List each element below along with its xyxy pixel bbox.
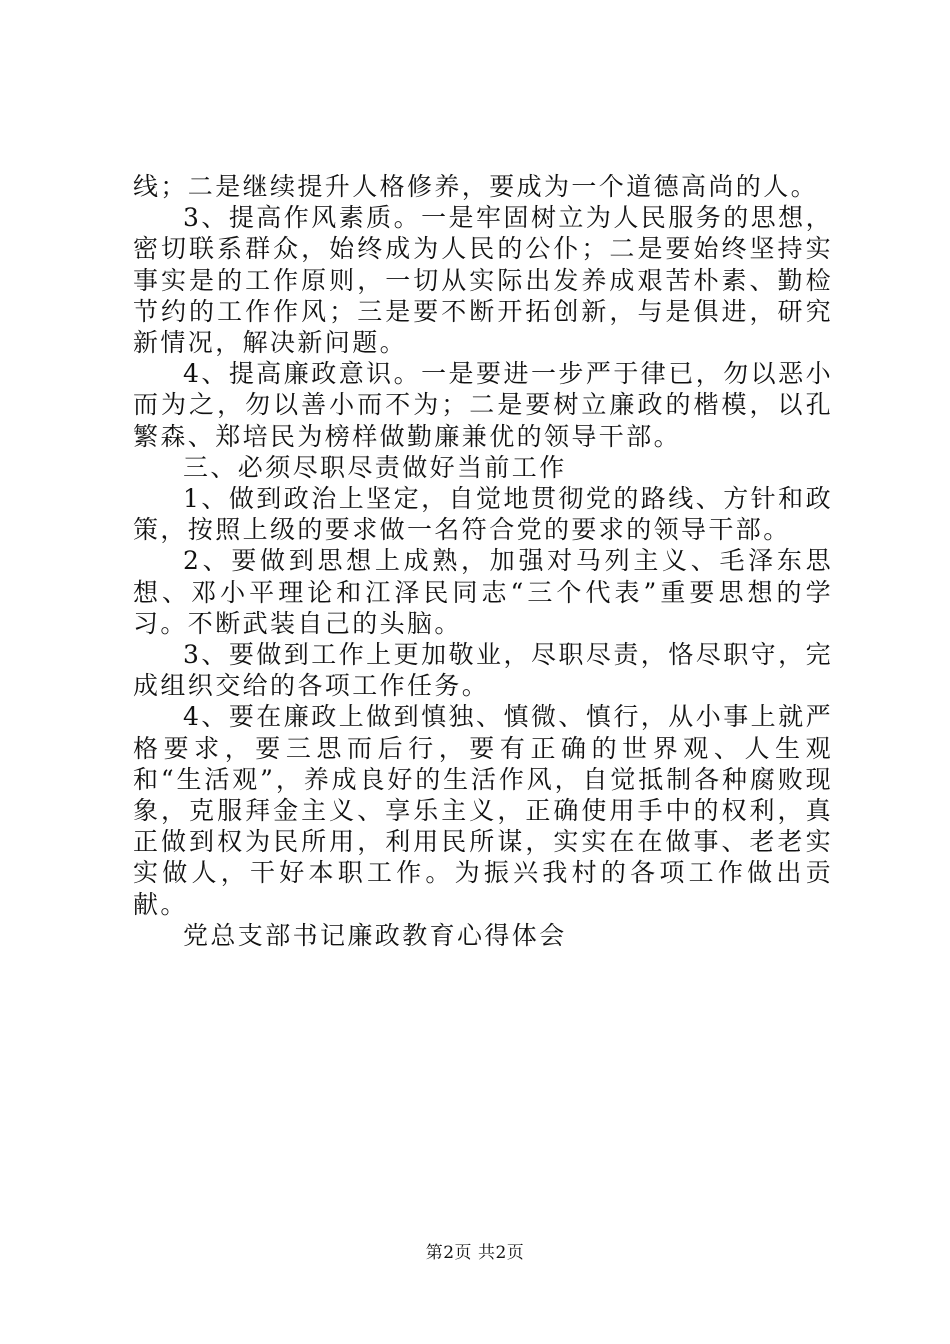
document-body [133, 171, 833, 951]
paragraph-5: 1、做到政治上坚定，自觉地贯彻党的路线、方针和政策，按照上级的要求做一名符合党的要求的领导干部。 [133, 484, 833, 545]
page-number-footer: 第2页 共2页 [425, 1243, 525, 1263]
section-heading: 三、必须尽职尽责做好当前工作 [183, 452, 567, 482]
paragraph-3: 4、提高廉政意识。一是要进一步严于律已，勿以恶小而为之，勿以善小而不为；二是要树立廉政的楷模，以孔繁森、郑培民为榜样做勤廉兼优的领导干部。 [133, 359, 833, 451]
paragraph-1: 线；二是继续提升人格修养，要成为一个道德高尚的人。 [133, 172, 819, 201]
paragraph-2: 3、提高作风素质。一是牢固树立为人民服务的思想，密切联系群众，始终成为人民的公仆；二是要始终坚持实事实是的工作原则，一切从实际出发养成艰苦朴素、勤检节约的工作作风；三是要不断开拓创新，与是俱进，研究新情况，解决新问题。 [133, 203, 833, 358]
paragraph-7: 3、要做到工作上更加敬业，尽职尽责，恪尽职守，完成组织交给的各项工作任务。 [133, 640, 833, 701]
paragraph-6: 2、要做到思想上成熟，加强对马列主义、毛泽东思想、邓小平理论和江泽民同志“三个代表”重要思想的学习。不断武装自己的头脑。 [133, 546, 833, 638]
closing-title: 党总支部书记廉政教育心得体会 [183, 920, 567, 950]
paragraph-8: 4、要在廉政上做到慎独、慎微、慎行，从小事上就严格要求，要三思而后行，要有正确的世界观、人生观和“生活观”，养成良好的生活作风，自觉抵制各种腐败现象，克服拜金主义、享乐主义，正确使用手中的权利，真正做到权为民所用，利用民所谋，实实在在做事、老老实实做人，干好本职工作。为振兴我村的各项工作做出贡献。 [133, 702, 833, 919]
